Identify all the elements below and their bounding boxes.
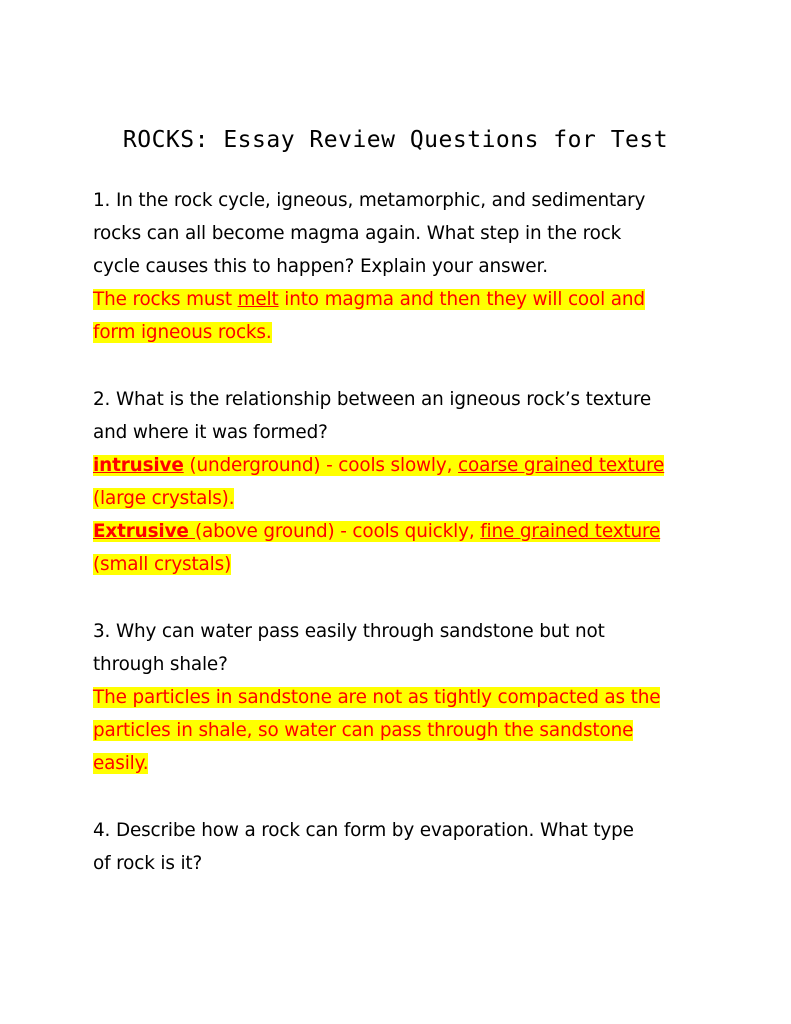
intrusive-description: (underground) - cools slowly, [183, 455, 459, 476]
intrusive-texture: coarse grained texture [458, 455, 665, 476]
answer-3-line-2 [93, 714, 703, 747]
question-4 [93, 814, 703, 880]
question-4-line-1: 4. Describe how a rock can form by evaporation. What type [93, 820, 634, 841]
answer-2-extrusive-line-2 [93, 548, 703, 581]
intrusive-term: intrusive [93, 455, 184, 476]
answer-1-line-1 [93, 283, 703, 316]
question-3-line-2: through shale? [93, 654, 228, 675]
question-3-line-1: 3. Why can water pass easily through sandstone but not [93, 621, 605, 642]
question-2 [93, 383, 703, 581]
question-3 [93, 615, 703, 780]
answer-3-text-2: particles in shale, so water can pass through the sandstone [93, 720, 634, 741]
question-1-line-1: 1. In the rock cycle, igneous, metamorphic, and sedimentary [93, 190, 646, 211]
answer-2-intrusive-line [93, 449, 703, 482]
answer-1-line-2 [93, 316, 703, 349]
question-2-line-2: and where it was formed? [93, 422, 328, 443]
question-4-line-2: of rock is it? [93, 853, 203, 874]
extrusive-description: (above ground) - cools quickly, [195, 521, 481, 542]
answer-2-intrusive-line-2 [93, 482, 703, 515]
answer-1-text-continued: into magma and then they will cool and [278, 289, 645, 310]
answer-3-text-1: The particles in sandstone are not as tightly compacted as the [93, 687, 661, 708]
question-2-line-1: 2. What is the relationship between an igneous rock’s texture [93, 389, 652, 410]
question-1-line-2: rocks can all become magma again. What step in the rock [93, 223, 622, 244]
answer-3-line-3 [93, 747, 703, 780]
answer-2-extrusive-line [93, 515, 703, 548]
intrusive-crystals: (large crystals). [93, 488, 235, 509]
question-1-line-3: cycle causes this to happen? Explain your answer. [93, 256, 548, 277]
answer-1-text: The rocks must [93, 289, 238, 310]
extrusive-texture: fine grained texture [480, 521, 661, 542]
answer-3-line-1 [93, 681, 703, 714]
question-1 [93, 184, 703, 349]
answer-3-text-3: easily. [93, 753, 149, 774]
extrusive-crystals: (small crystals) [93, 554, 232, 575]
extrusive-term: Extrusive [93, 521, 195, 542]
answer-1-text-end: form igneous rocks. [93, 322, 272, 343]
page-title: ROCKS: Essay Review Questions for Test [122, 127, 669, 153]
answer-1-keyword: melt [237, 289, 279, 310]
